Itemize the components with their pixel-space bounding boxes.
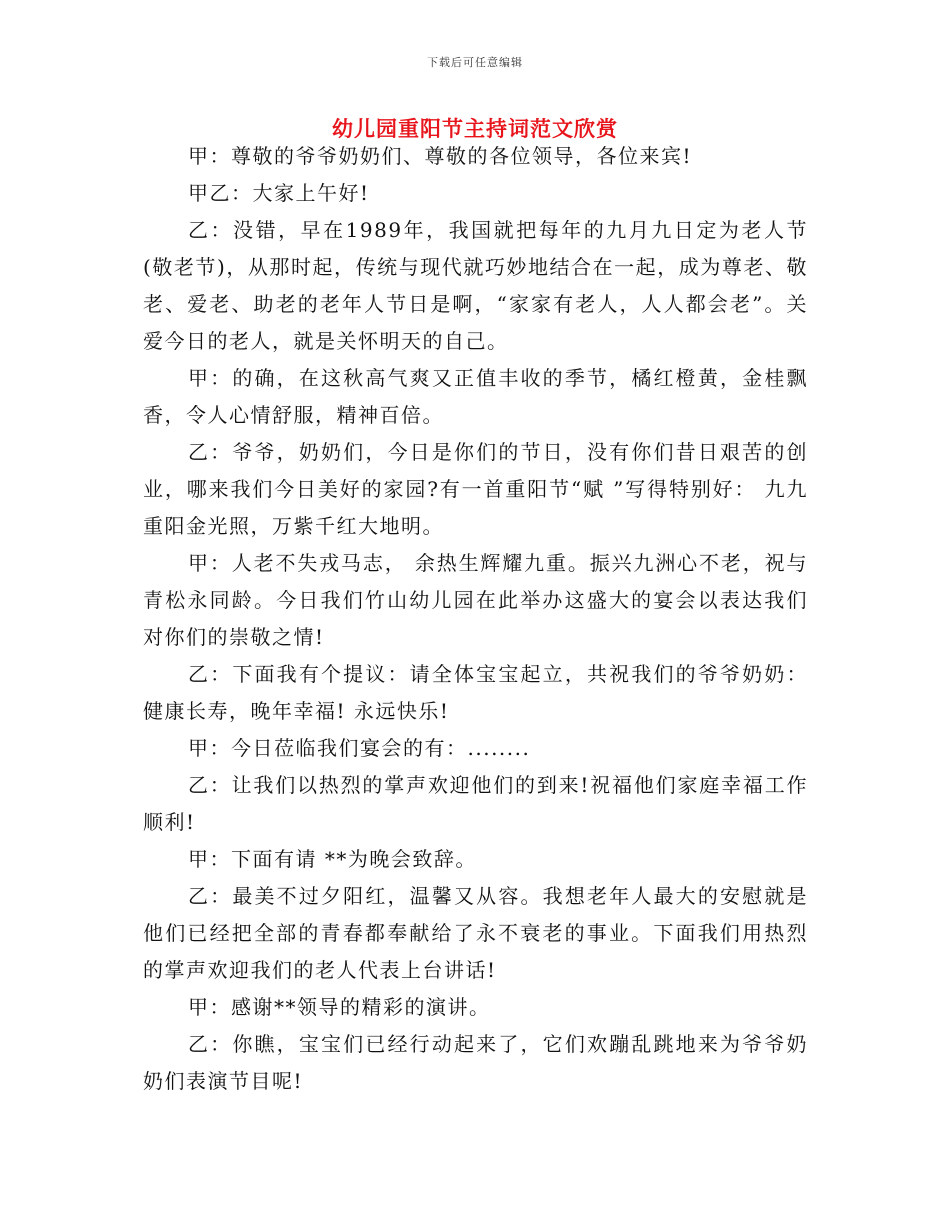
paragraph-6: 甲：人老不失戎马志， 余热生辉耀九重。振兴九洲心不老，祝与青松永同龄。今日我们竹山幼儿园在此举办这盛大的宴会以表达我们对你们的崇敬之情! bbox=[143, 551, 808, 649]
paragraph-11: 乙：最美不过夕阳红，温馨又从容。我想老年人最大的安慰就是他们已经把全部的青春都奉献给了永不衰老的事业。下面我们用热烈的掌声欢迎我们的老人代表上台讲话! bbox=[143, 884, 808, 982]
paragraph-12: 甲：感谢**领导的精彩的演讲。 bbox=[188, 995, 491, 1019]
paragraph-9: 乙：让我们以热烈的掌声欢迎他们的到来!祝福他们家庭幸福工作顺利! bbox=[143, 773, 808, 834]
paragraph-5: 乙：爷爷，奶奶们，今日是你们的节日，没有你们昔日艰苦的创业，哪来我们今日美好的家园?有一首重阳节“赋 ”写得特别好： 九九重阳金光照，万紫千红大地明。 bbox=[143, 440, 808, 538]
page-header: 下载后可任意编辑 bbox=[427, 56, 523, 69]
paragraph-13: 乙：你瞧，宝宝们已经行动起来了，它们欢蹦乱跳地来为爷爷奶奶们表演节目呢! bbox=[143, 1032, 808, 1093]
paragraph-1: 甲：尊敬的爷爷奶奶们、尊敬的各位领导，各位来宾! bbox=[188, 144, 693, 168]
paragraph-7: 乙：下面我有个提议：请全体宝宝起立，共祝我们的爷爷奶奶：健康长寿，晚年幸福! 永远快乐! bbox=[143, 662, 808, 723]
document-title: 幼儿园重阳节主持词范文欣赏 bbox=[332, 116, 618, 141]
paragraph-3: 乙：没错，早在1989年，我国就把每年的九月九日定为老人节(敬老节)，从那时起，传统与现代就巧妙地结合在一起，成为尊老、敬老、爱老、助老的老年人节日是啊，“家家有老人，人人都会老”。关爱今日的老人，就是关怀明天的自己。 bbox=[143, 218, 808, 353]
paragraph-8: 甲：今日莅临我们宴会的有：........ bbox=[188, 736, 531, 760]
paragraph-2: 甲乙：大家上午好! bbox=[188, 181, 370, 205]
paragraph-10: 甲：下面有请 **为晚会致辞。 bbox=[188, 847, 477, 871]
paragraph-4: 甲：的确，在这秋高气爽又正值丰收的季节，橘红橙黄，金桂飘香，令人心情舒服，精神百倍。 bbox=[143, 366, 808, 427]
document-body bbox=[143, 138, 808, 1100]
